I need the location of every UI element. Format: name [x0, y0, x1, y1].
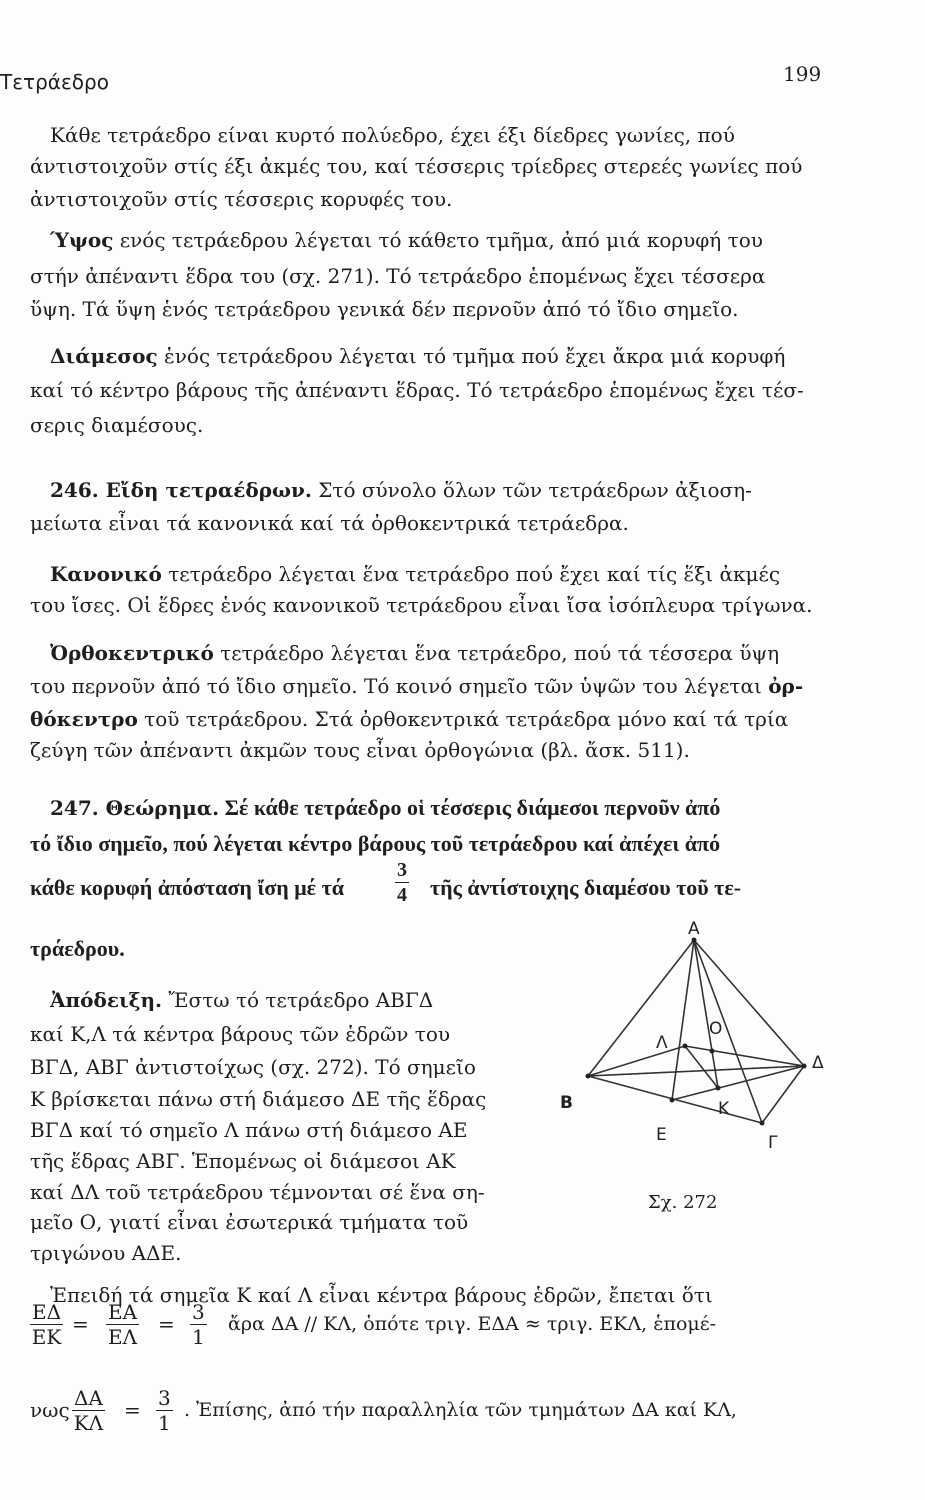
- proof-line: Κ βρίσκεται πάνω στή διάμεσο ΔΕ τῆς ἕδρας: [30, 1087, 487, 1111]
- fraction-DA-KL: $\frac{\Delta A}{K\Lambda}$: [73, 1386, 104, 1435]
- height-def-line: Ύψος ενός τετράεδρου λέγεται τό κάθετο τμῆμα, ἀπό μιά κορυφή του: [50, 228, 763, 252]
- proof-line: ΒΓΔ καί τό σημεῖο Λ πάνω στή διάμεσο ΑΕ: [30, 1118, 468, 1142]
- label-L: Λ: [656, 1033, 668, 1053]
- point-L: [683, 1044, 688, 1049]
- label-K: Κ: [718, 1099, 730, 1119]
- equation-text: . Ἐπίσης, ἀπό τήν παραλληλία τῶν τμημάτων ΔΑ καί ΚΛ,: [184, 1399, 737, 1421]
- label-A: Α: [688, 919, 700, 939]
- theorem-line: 247. Θεώρημα. Σέ κάθε τετράεδρο οἱ τέσσερις διάμεσοι περνοῦν ἀπό: [50, 795, 721, 820]
- word-nos: νως: [30, 1398, 70, 1422]
- point-B: [586, 1074, 591, 1079]
- point-E: [670, 1098, 675, 1103]
- regular-def-line: Κανονικό τετράεδρο λέγεται ἕνα τετράεδρο πού ἔχει καί τίς ἕξι ἀκμές: [50, 562, 781, 586]
- point-D: [802, 1064, 807, 1069]
- section-247-heading: 247. Θεώρημα.: [50, 796, 220, 820]
- ortho-def-line: θόκεντρο τοῦ τετράεδρου. Στά ὀρθοκεντρικά τετράεδρα μόνο καί τά τρία: [30, 707, 789, 731]
- edge-AD: [694, 940, 804, 1066]
- proof-line: καί Κ,Λ τά κέντρα βάρους τῶν ἑδρῶν του: [30, 1022, 451, 1046]
- median-DL: [685, 1046, 804, 1066]
- proof-line: καί ΔΛ τοῦ τετράεδρου τέμνονται σέ ἕνα ση-: [30, 1180, 485, 1204]
- term-regular: Κανονικό: [50, 562, 162, 586]
- section-246-line: μείωτα εἶναι τά κανονικά καί τά ὀρθοκεντρικά τετράεδρα.: [30, 511, 629, 535]
- proof-heading: Ἀπόδειξη.: [50, 988, 163, 1012]
- proof-line: Ἐπειδή τά σημεῖα Κ καί Λ εἶναι κέντρα βάρους ἑδρῶν, ἔπεται ὅτι: [50, 1283, 713, 1307]
- fraction-EA-EL: $\frac{EA}{E\Lambda}$: [108, 1300, 138, 1349]
- label-B: Β: [560, 1093, 573, 1113]
- proof-line: μεῖο Ο, γιατί εἶναι ἐσωτερικά τμήματα τοῦ: [30, 1210, 469, 1234]
- equals-sign: =: [124, 1398, 141, 1422]
- term-orthocenter-part: ὀρ-: [768, 674, 804, 698]
- proof-line: τριγώνου ΑΔΕ.: [30, 1241, 182, 1265]
- ortho-def-line: Ὀρθοκεντρικό τετράεδρο λέγεται ἕνα τετράεδρο, πού τά τέσσερα ὕψη: [50, 641, 780, 665]
- label-O: Ο: [709, 1019, 723, 1039]
- theorem-line: τῆς ἀντίστοιχης διαμέσου τοῦ τε-: [430, 875, 742, 900]
- label-D: Δ: [812, 1053, 824, 1073]
- intro-line: ἀντιστοιχοῦν στίς τέσσερις κορυφές του.: [30, 187, 453, 211]
- height-def-line: ὕψη. Τά ὕψη ἑνός τετράεδρου γενικά δέν περνοῦν ἀπό τό ἴδιο σημεῖο.: [30, 297, 739, 321]
- proof-line: Ἀπόδειξη. Ἔστω τό τετράεδρο ΑΒΓΔ: [50, 988, 434, 1012]
- fraction-3-1: $\frac{3}{1}$: [192, 1300, 205, 1349]
- section-246-heading: 246. Εἴδη τετραέδρων.: [50, 478, 312, 502]
- regular-def-line: του ἴσες. Οἱ ἕδρες ἑνός κανονικοῦ τετράεδρου εἶναι ἴσα ἰσόπλευρα τρίγωνα.: [30, 593, 813, 617]
- fraction-ED-EK: $\frac{E\Delta}{EK}$: [31, 1300, 62, 1349]
- median-def-line: Διάμεσος ἑνός τετράεδρου λέγεται τό τμῆμα πού ἔχει ἄκρα μιά κορυφή: [50, 344, 786, 368]
- proof-line: ΒΓΔ, ΑΒΓ ἀντιστοίχως (σχ. 272). Τό σημεῖο: [30, 1055, 476, 1079]
- term-median: Διάμεσος: [50, 344, 158, 368]
- tetrahedron-figure: [560, 918, 830, 1168]
- theorem-line: κάθε κορυφή ἀπόσταση ἴση μέ τά: [30, 875, 344, 900]
- median-def-line: σερις διαμέσους.: [30, 413, 204, 437]
- theorem-line: τράεδρου.: [30, 936, 125, 961]
- point-G: [760, 1121, 765, 1126]
- theorem-fraction: $\frac{3}{4}$: [397, 859, 407, 906]
- proof-line: τῆς ἕδρας ΑΒΓ. Ἑπομένως οἱ διάμεσοι ΑΚ: [30, 1149, 456, 1173]
- median-def-line: καί τό κέντρο βάρους τῆς ἀπέναντι ἕδρας. Τό τετράεδρο ἑπομένως ἔχει τέσ-: [30, 378, 804, 402]
- ortho-def-line: του περνοῦν ἀπό τό ἴδιο σημεῖο. Τό κοινό σημεῖο τῶν ὑψῶν του λέγεται ὀρ-: [30, 674, 804, 698]
- term-orthocentric: Ὀρθοκεντρικό: [50, 641, 214, 665]
- term-orthocenter-part: θόκεντρο: [30, 707, 138, 731]
- label-G: Γ: [768, 1133, 778, 1153]
- point-O: [710, 1049, 715, 1054]
- point-K: [716, 1086, 721, 1091]
- page-number: 199: [783, 62, 822, 86]
- equals-sign: =: [72, 1312, 89, 1336]
- ortho-def-line: ζεύγη τῶν ἀπέναντι ἀκμῶν τους εἶναι ὀρθογώνια (βλ. ἄσκ. 511).: [30, 738, 690, 762]
- term-height: Ύψος: [50, 228, 114, 252]
- running-title: Τετράεδρο: [0, 70, 109, 94]
- equals-sign: =: [158, 1312, 175, 1336]
- equation-text: ἄρα ΔΑ // ΚΛ, ὁπότε τριγ. ΕΔΑ ≈ τριγ. ΕΚΛ, ἑπομέ-: [228, 1313, 716, 1335]
- label-E: Ε: [656, 1125, 667, 1145]
- intro-line: Κάθε τετράεδρο είναι κυρτό πολύεδρο, έχει έξι δίεδρες γωνίες, πού: [50, 123, 735, 147]
- height-def-line: στήν ἀπέναντι ἕδρα του (σχ. 271). Τό τετράεδρο ἑπομένως ἔχει τέσσερα: [30, 264, 766, 288]
- theorem-line: τό ἴδιο σημεῖο, πού λέγεται κέντρο βάρους τοῦ τετράεδρου καί ἀπέχει ἀπό: [30, 831, 721, 856]
- section-246-line: 246. Εἴδη τετραέδρων. Στό σύνολο ὅλων τῶν τετράεδρων ἀξιοση-: [50, 478, 752, 502]
- edge-AG: [694, 940, 762, 1123]
- fraction-3-1b: $\frac{3}{1}$: [158, 1386, 171, 1435]
- intro-line: άντιστοιχοῦν στίς έξι ἀκμές του, καί τέσσερις τρίεδρες στερεές γωνίες πού: [30, 154, 803, 178]
- figure-caption: Σχ. 272: [648, 1192, 718, 1213]
